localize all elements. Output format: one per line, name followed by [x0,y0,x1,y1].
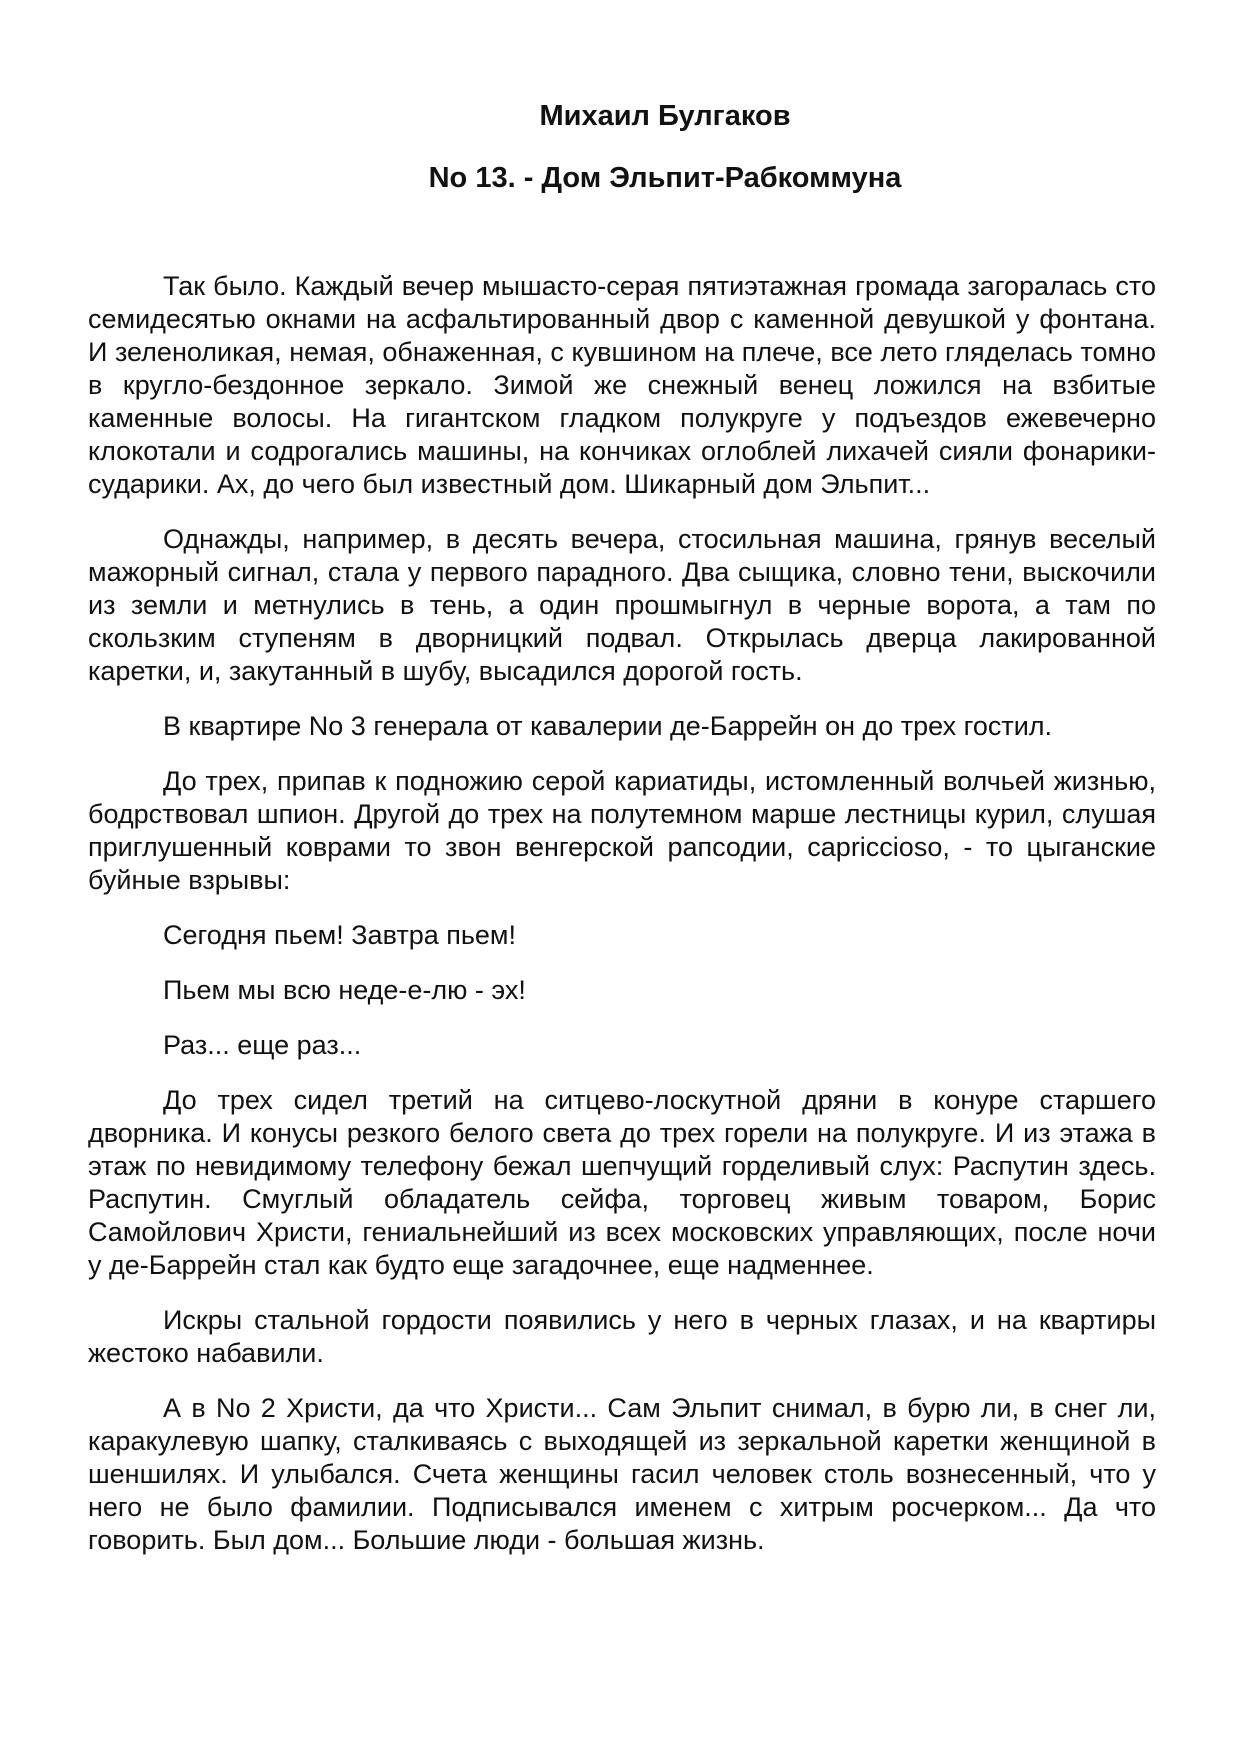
paragraph: До трех сидел третий на ситцево-лоскутной дряни в конуре старшего дворника. И конусы резкого белого света до трех горели на полукруге. И из этажа в этаж по невидимому телефону бежал шепчущий горделивый слух: Распутин здесь. Распутин. Смуглый обладатель сейфа, торговец живым товаром, Борис Самойлович Христи, гениальнейший из всех московских управляющих, после ночи у де-Баррейн стал как будто еще загадочнее, еще надменнее. [88,1085,1156,1280]
title-block [0,96,1242,198]
author-name: Михаил Булгаков [539,100,791,132]
paragraph: Однажды, например, в десять вечера, стосильная машина, грянув веселый мажорный сигнал, стала у первого парадного. Два сыщика, словно тени, выскочили из земли и метнулись в тень, а один прошмыгнул в черные ворота, а там по скользким ступеням в дворницкий подвал. Открылась дверца лакированной каретки, и, закутанный в шубу, высадился дорогой гость. [88,524,1156,686]
paragraph: До трех, припав к подножию серой кариатиды, истомленный волчьей жизнью, бодрствовал шпион. Другой до трех на полутемном марше лестницы курил, слушая приглушенный коврами то звон венгерской рапсодии, capriccioso, - то цыганские буйные взрывы: [88,766,1156,895]
paragraph: Так было. Каждый вечер мышасто-серая пятиэтажная громада загоралась сто семидесятью окнами на асфальтированный двор с каменной девушкой у фонтана. И зеленоликая, немая, обнаженная, с кувшином на плече, все лето гляделась томно в кругло-бездонное зеркало. Зимой же снежный венец ложился на взбитые каменные волосы. На гигантском гладком полукруге у подъездов ежевечерно клокотали и содрогались машины, на кончиках оглоблей лихачей сияли фонарики-сударики. Ах, до чего был известный дом. Шикарный дом Эльпит... [88,271,1156,499]
song-line: Раз... еще раз... [163,1030,362,1060]
paragraph: А в No 2 Христи, да что Христи... Сам Эльпит снимал, в бурю ли, в снег ли, каракулевую шапку, сталкиваясь с выходящей из зеркальной каретки женщиной в шеншилях. И улыбался. Счета женщины гасил человек столь вознесенный, что у него не было фамилии. Подписывался именем с хитрым росчерком... Да что говорить. Был дом... Большие люди - большая жизнь. [88,1393,1156,1555]
work-title: No 13. - Дом Эльпит-Рабкоммуна [428,162,902,194]
paragraph: В квартире No 3 генерала от кавалерии де-Баррейн он до трех гостил. [163,711,1053,741]
body-text [88,270,1156,1579]
paragraph: Искры стальной гордости появились у него в черных глазах, и на квартиры жестоко набавили. [88,1305,1156,1368]
song-line: Пьем мы всю неде-е-лю - эх! [163,975,526,1005]
song-line: Сегодня пьем! Завтра пьем! [163,920,516,950]
